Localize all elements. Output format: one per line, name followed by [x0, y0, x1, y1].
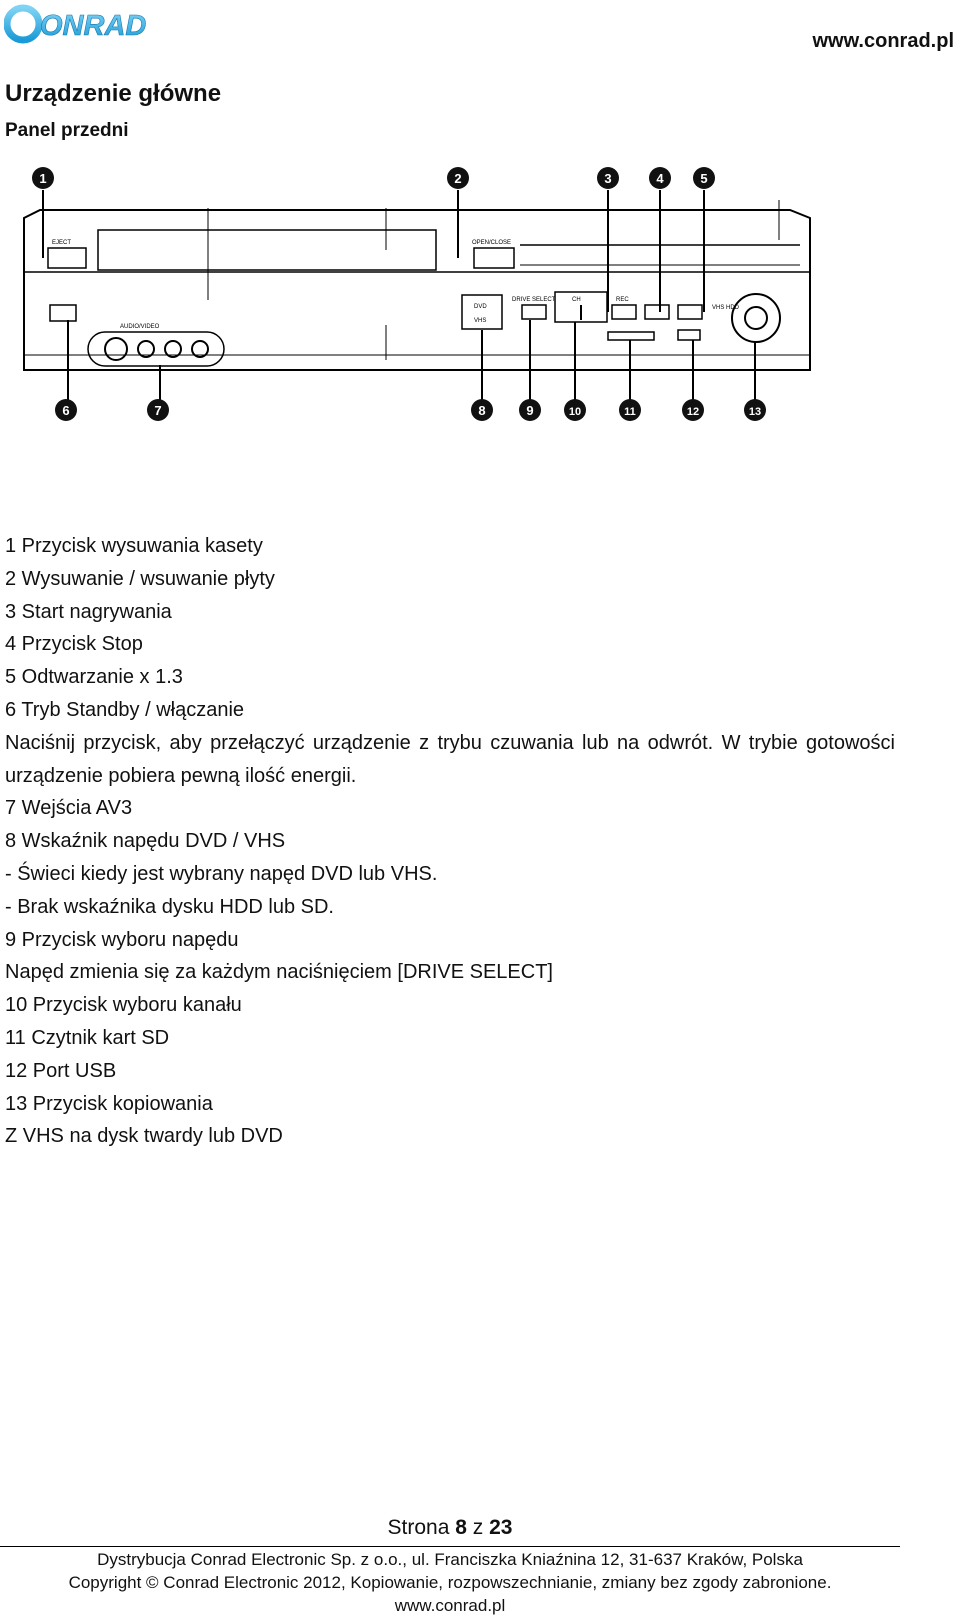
list-item: 3 Start nagrywania	[5, 600, 172, 623]
description-list	[5, 530, 895, 1153]
footer-copyright: Copyright © Conrad Electronic 2012, Kopiowanie, rozpowszechnianie, zmiany bez zgody zabronione.	[68, 1573, 832, 1592]
svg-text:3: 3	[604, 171, 612, 186]
vhs-indicator-label: VHS	[474, 318, 487, 324]
callout-4	[649, 167, 671, 189]
page-title: Urządzenie główne	[5, 80, 222, 107]
callout-5	[693, 167, 715, 189]
callout-12	[682, 399, 704, 421]
callout-10	[564, 399, 586, 421]
callout-2	[447, 167, 469, 189]
callout-1	[32, 167, 54, 189]
svg-text:ONRAD: ONRAD	[40, 10, 147, 42]
list-item: 10 Przycisk wyboru kanału	[5, 994, 242, 1017]
svg-text:4: 4	[656, 171, 664, 186]
list-item: 2 Wysuwanie / wsuwanie płyty	[5, 567, 275, 590]
svg-text:7: 7	[154, 403, 162, 418]
list-item: Z VHS na dysk twardy lub DVD	[5, 1125, 283, 1148]
callout-8	[471, 399, 493, 421]
page-number	[0, 1516, 900, 1540]
list-item: 6 Tryb Standby / włączanie	[5, 698, 245, 721]
page-of: z	[472, 1516, 484, 1539]
eject-label: EJECT	[52, 240, 72, 246]
svg-text:5: 5	[700, 171, 708, 186]
page-label: Strona	[387, 1516, 450, 1539]
rec-label: REC	[616, 297, 629, 303]
footer-divider	[0, 1546, 900, 1547]
list-item: Napęd zmienia się za każdym naciśnięciem [DRIVE SELECT]	[5, 961, 553, 984]
callout-11	[619, 399, 641, 421]
list-item: 12 Port USB	[5, 1059, 117, 1082]
open-close-label: OPEN/CLOSE	[472, 240, 512, 246]
list-item: 5 Odtwarzanie x 1.3	[5, 666, 183, 689]
footer-distributor: Dystrybucja Conrad Electronic Sp. z o.o., ul. Franciszka Kniaźnina 12, 31-637 Kraków, Polska	[97, 1550, 803, 1569]
footer-site-url: www.conrad.pl	[394, 1596, 506, 1615]
svg-text:10: 10	[568, 406, 582, 418]
list-item: 4 Przycisk Stop	[5, 633, 143, 656]
dvd-indicator-label: DVD	[474, 304, 487, 310]
svg-text:1: 1	[39, 171, 47, 186]
svg-text:6: 6	[62, 403, 70, 418]
list-item: 8 Wskaźnik napędu DVD / VHS	[5, 830, 286, 853]
ch-label: CH	[572, 297, 581, 303]
list-item: Naciśnij przycisk, aby przełączyć urządzenie z trybu czuwania lub na odwrót. W trybie gotowości urządzenie pobiera pewną ilość energii.	[5, 731, 895, 787]
svg-text:9: 9	[526, 403, 534, 418]
svg-text:12: 12	[686, 406, 700, 418]
list-item: - Brak wskaźnika dysku HDD lub SD.	[5, 895, 334, 918]
svg-text:13: 13	[748, 406, 762, 418]
svg-text:2: 2	[454, 171, 462, 186]
list-item: 1 Przycisk wysuwania kasety	[5, 535, 263, 557]
list-item: 7 Wejścia AV3	[5, 797, 133, 820]
svg-text:8: 8	[478, 403, 486, 418]
front-panel-diagram	[10, 160, 850, 450]
page-current: 8	[455, 1516, 467, 1539]
header-site-url: www.conrad.pl	[812, 30, 954, 52]
callout-6	[55, 399, 77, 421]
callout-7	[147, 399, 169, 421]
conrad-logo	[4, 4, 174, 44]
list-item: - Świeci kiedy jest wybrany napęd DVD lub VHS.	[5, 862, 438, 885]
list-item: 13 Przycisk kopiowania	[5, 1092, 213, 1115]
audio-video-label: AUDIO/VIDEO	[120, 324, 160, 330]
list-item: 9 Przycisk wyboru napędu	[5, 928, 239, 951]
callout-3	[597, 167, 619, 189]
page-subtitle: Panel przedni	[5, 120, 129, 141]
callout-13	[744, 399, 766, 421]
drive-select-label: DRIVE SELECT	[512, 297, 556, 303]
list-item: 11 Czytnik kart SD	[5, 1026, 170, 1049]
footer	[0, 1548, 900, 1617]
callout-9	[519, 399, 541, 421]
svg-text:11: 11	[624, 406, 636, 418]
vhs-hdd-label: VHS HDD	[712, 305, 740, 311]
page-total: 23	[489, 1516, 513, 1539]
